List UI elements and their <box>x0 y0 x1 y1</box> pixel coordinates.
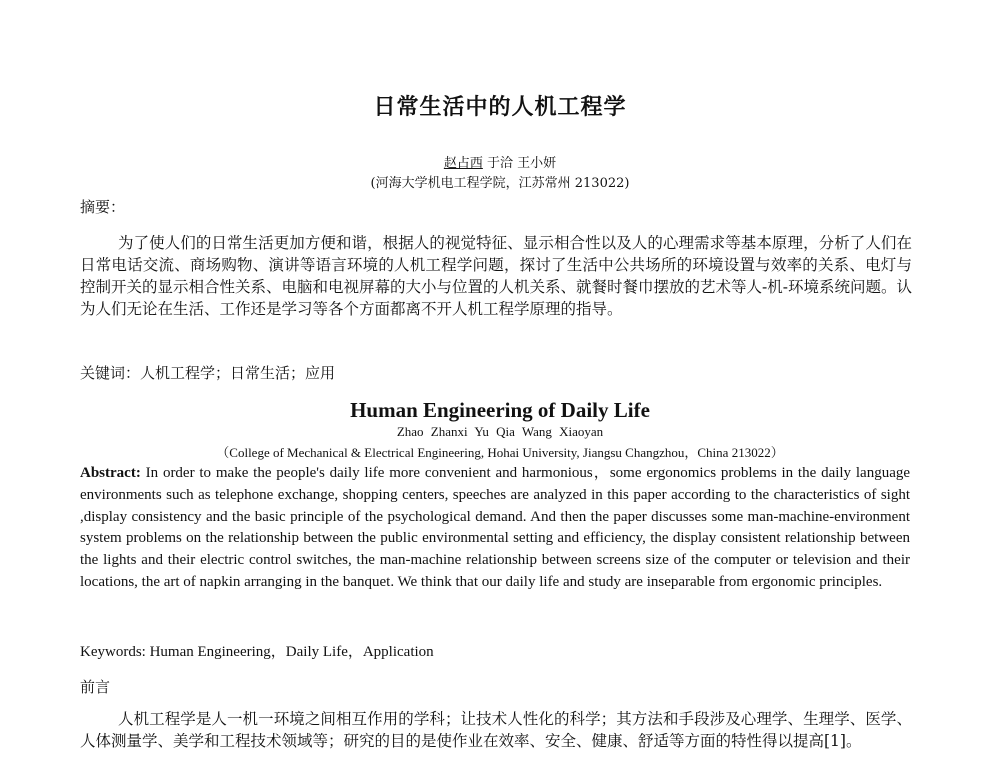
cn-title: 日常生活中的人机工程学 <box>373 95 627 120</box>
en-abstract-text: In order to make the people's daily life more convenient and harmonious，some ergonomics problems in the daily language environments such as telephone exchange, shopping centers, speeches are analyzed in this paper according to the characteristics of sight ,display consistency and the basic principle of the psychological demand. And then the paper discusses some man-machine-environment system problems on the relationship between the public environmental setting and efficiency, the display consistent relationship between the lights and their electric control switches, the man-machine relationship between screens size of the computer or television and their locations, the art of napkin arranging in the banquet. We think that our daily life and study are inseparable from ergonomic principles. <box>80 465 911 590</box>
en-keywords: Keywords: Human Engineering，Daily Life，Application <box>80 644 434 660</box>
cn-author-rest: 于洽 王小妍 <box>487 156 557 171</box>
en-abstract <box>80 463 910 594</box>
preface-text: 人机工程学是人一机一环境之间相互作用的学科；让技术人性化的科学；其方法和手段涉及心理学、生理学、医学、人体测量学、美学和工程技术领域等；研究的目的是使作业在效率、安全、健康、舒适等方面的特性得以提高[1]。 <box>80 710 912 750</box>
en-authors: Zhao Zhanxi Yu Qia Wang Xiaoyan <box>396 424 604 439</box>
cn-abstract-label: 摘要： <box>80 198 126 216</box>
en-title: Human Engineering of Daily Life <box>350 398 650 422</box>
cn-affiliation: (河海大学机电工程学院，江苏常州 213022) <box>370 176 630 191</box>
cn-abstract-text: 为了使人们的日常生活更加方便和谐，根据人的视觉特征、显示相合性以及人的心理需求等基本原理，分析了人们在日常电话交流、商场购物、演讲等语言环境的人机工程学问题，探讨了生活中公共场所的环境设置与效率的关系、电灯与控制开关的显示相合性关系、电脑和电视屏幕的大小与位置的人机关系、就餐时餐巾摆放的艺术等人-机-环境系统问题。认为人们无论在生活、工作还是学习等各个方面都离不开人机工程学原理的指导。 <box>80 234 912 318</box>
cn-keywords: 关键词：人机工程学；日常生活；应用 <box>80 364 336 382</box>
en-abstract-label: Abstract: <box>80 465 141 481</box>
en-affiliation: （College of Mechanical & Electrical Engineering, Hohai University, Jiangsu Changzhou，China 213022） <box>216 445 784 460</box>
cn-authors <box>0 152 1000 171</box>
cn-author-first: 赵占西 <box>443 156 483 171</box>
preface-heading: 前言 <box>80 678 111 696</box>
